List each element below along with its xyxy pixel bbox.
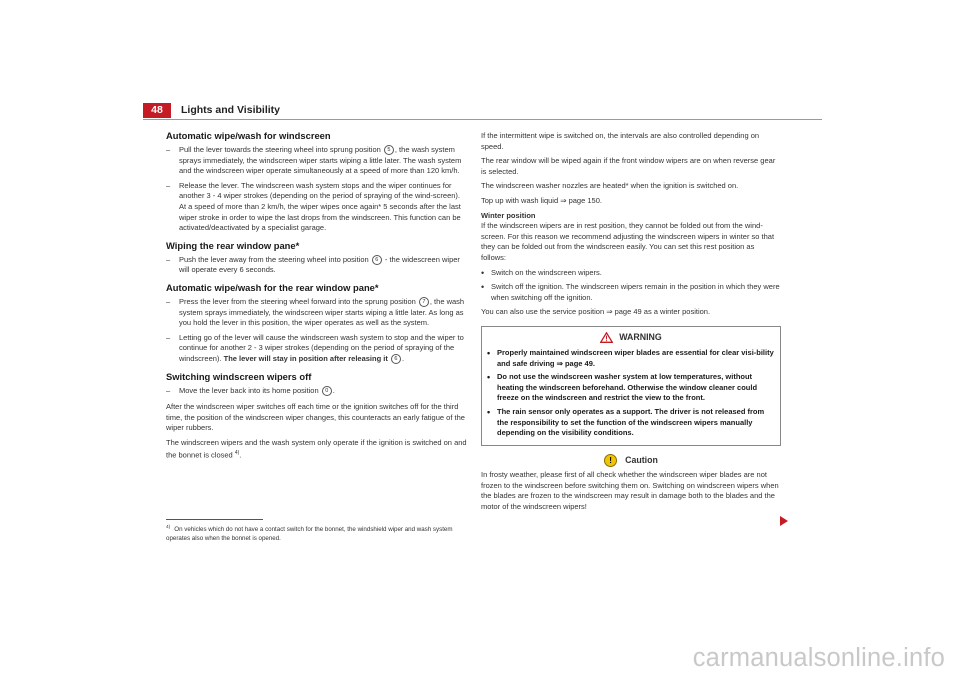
position-marker-icon: 6	[391, 354, 401, 364]
step-text: Press the lever from the steering wheel forward into the sprung position	[179, 296, 416, 306]
paragraph: Top up with wash liquid ⇒ page 150.	[481, 195, 602, 205]
step-item	[166, 386, 468, 397]
step-text: , the wash system sprays immediately, the windscreen wiper starts wiping a little later. As long as you hold the lever in this position, the wiper operates as well as the system.	[179, 296, 465, 328]
step-item	[166, 255, 468, 276]
section-title-rear-wash: Automatic wipe/wash for the rear window pane*	[166, 281, 379, 293]
page-header-title: Lights and Visibility	[181, 104, 280, 116]
subheading-winter-position	[481, 211, 781, 222]
watermark: carmanualsonline.info	[692, 644, 945, 672]
paragraph-text: The windscreen wipers and the wash system only operate if the ignition is switched on and the bonnet is closed	[166, 437, 467, 460]
caution-text: In frosty weather, please first of all check whether the windscreen wiper blades are not frozen to the windscreen before switching them on. Switching on windscreen wipers when the blades are frozen to the windscreen may result in damage both to the blades and the motor of the windscreen wipers!	[481, 470, 779, 511]
step-text: Move the lever back into its home position	[179, 385, 319, 395]
step-item	[166, 181, 468, 234]
step-item	[166, 145, 468, 177]
paragraph: The rear window will be wiped again if the front window wipers are on when reverse gear is selected.	[481, 156, 776, 176]
paragraph-text: .	[239, 450, 242, 460]
caution-header	[481, 454, 781, 467]
continue-arrow-icon	[780, 516, 788, 526]
position-marker-icon: 6	[372, 255, 382, 265]
step-item	[166, 297, 468, 329]
warning-item: • Properly maintained windscreen wiper blades are essential for clear visi-bility and safe driving ⇒ page 49.	[487, 348, 775, 369]
position-marker-icon: 5	[384, 145, 394, 155]
position-marker-icon: 7	[419, 297, 429, 307]
step-text: Pull the lever towards the steering wheel into sprung position	[179, 145, 381, 154]
warning-triangle-icon	[600, 332, 613, 343]
paragraph: You can also use the service position ⇒ page 49 as a winter position.	[481, 307, 711, 317]
caution-title: Caution	[625, 454, 658, 465]
step-text: - the widescreen wiper will operate every 6 seconds.	[179, 254, 460, 275]
footnote-marker: 4)	[166, 525, 171, 530]
step-text: , the wash system sprays immediately, the windscreen wiper starts wiping a little later. The wash system and the windscreen wiper operate simultaneously at a speed of more than 120 km/h.	[179, 145, 462, 176]
step-item	[166, 333, 468, 365]
warning-title: WARNING	[619, 331, 662, 342]
bullet-item: • Switch on the windscreen wipers.	[481, 268, 781, 279]
paragraph: If the intermittent wipe is switched on, the intervals are also controlled depending on speed.	[481, 131, 760, 151]
caution-circle-icon: !	[604, 454, 617, 467]
step-text: Release the lever. The windscreen wash system stops and the wiper continues for another 3 - 4 wiper strokes (depending on the period of spraying of the wind-screen). At a speed of more than 2 km/h, the wiper wipes once again* 5 seconds after the last wiper stroke in order to wipe the last drops from the windscreen. This function can be activated/deactivated by a specialist garage.	[179, 180, 461, 233]
footnote-text: On vehicles which do not have a contact switch for the bonnet, the windshield wiper and wash system operates also when the bonnet is opened.	[166, 526, 453, 542]
footnote-ref: 4)	[234, 450, 240, 457]
step-text: Push the lever away from the steering wheel into position	[179, 254, 369, 264]
header-divider	[143, 119, 822, 120]
step-bold-text: The lever will stay in position after releasing it	[223, 353, 388, 363]
right-column	[481, 131, 781, 516]
section-title-rear-wipe: Wiping the rear window pane*	[166, 239, 300, 251]
paragraph: The windscreen washer nozzles are heated* when the ignition is switched on.	[481, 181, 739, 191]
subheading-text: Winter position	[481, 210, 536, 220]
warning-header	[487, 331, 775, 343]
page-number: 48	[143, 103, 171, 118]
step-text: Letting go of the lever will cause the windscreen wash system to stop and the wiper to continue for another 2 - 3 wiper strokes (depending on the period of spraying of the windscreen).	[179, 332, 464, 363]
section-title-auto-wipe-wash: Automatic wipe/wash for windscreen	[166, 130, 331, 141]
warning-item: • Do not use the windscreen washer system at low temperatures, without heating the windscreen beforehand. Otherwise the window cleaner could freeze on the windscreen and restrict the view to the front.	[487, 372, 775, 404]
paragraph: After the windscreen wiper switches off each time or the ignition switches off for the third time, the position of the windscreen wiper changes, this counteracts an early fatigue of the wiper rubbers.	[166, 402, 465, 433]
step-text: .	[332, 385, 335, 395]
section-title-wipers-off: Switching windscreen wipers off	[166, 370, 312, 382]
warning-box	[481, 326, 781, 446]
left-column	[166, 130, 468, 466]
footnote-divider	[166, 519, 263, 520]
warning-item: • The rain sensor only operates as a support. The driver is not released from the responsibility to set the function of the windscreen wipers manually depending on the visibility conditions.	[487, 407, 775, 439]
position-marker-icon: 0	[322, 386, 332, 396]
step-text: .	[401, 353, 405, 363]
paragraph: If the windscreen wipers are in rest position, they cannot be folded out from the wind-screen. For this reason we recommend adjusting the windscreen wipers in winter so that they can be folded out from the windscreen easily. You can set this rest position as follows:	[481, 221, 775, 262]
footnote	[166, 524, 471, 543]
bullet-item: • Switch off the ignition. The windscreen wipers remain in the position in which they were when switching off the ignition.	[481, 282, 781, 303]
paragraph	[166, 438, 468, 462]
